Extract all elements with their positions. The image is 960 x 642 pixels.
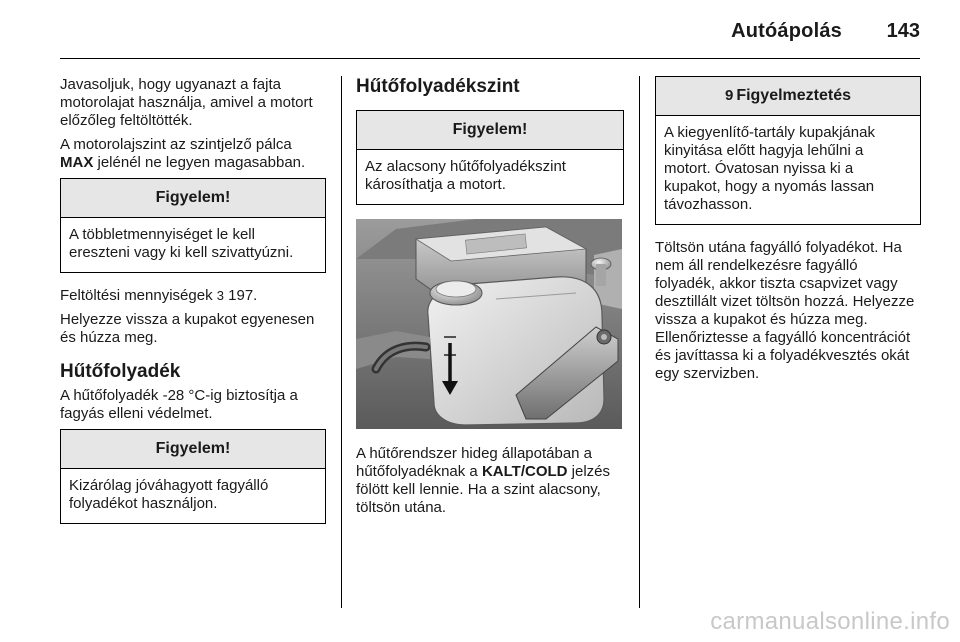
warning-triangle-icon: 9 [724,87,734,104]
column-2 [356,76,624,523]
paragraph-oil-level: A motorolajszint az szintjelző pálca MAX jelénél ne legyen magasabban. [60,136,306,171]
notice-title: Figyelem! [61,179,325,218]
notice-title: Figyelem! [61,430,325,469]
header-rule [60,58,920,59]
notice-body: Kizárólag jóváhagyott fagyálló folyadékot használjon. [69,477,269,512]
warning-body: A kiegyenlítő-tartály kupakjának kinyitása előtt hagyja lehűlni a motort. Óvatosan nyissa ki a kupakot, hogy a nyomás lassan távozhasson. [664,124,875,213]
column-divider-2 [639,76,640,608]
notice-box-excess-oil [60,178,326,273]
notice-box-approved-antifreeze [60,429,326,524]
paragraph-oil-type: Javasoljuk, hogy ugyanazt a fajta motorolajat használja, amivel a motort előzőleg feltöltötték. [60,76,313,129]
notice-body: A többletmennyiséget le kell ereszteni vagy ki kell szivattyúzni. [69,226,294,261]
column-1 [60,76,326,538]
paragraph-topping-up: Töltsön utána fagyálló folyadékot. Ha nem áll rendelkezésre fagyálló folyadék, akkor tiszta csapvizet vagy desztillált vizet töltsön hozzá. Helyezze vissza a kupakot és húzza meg. Ellenőriztesse a fagyálló koncentrációt és javíttassa ki a folyadékvesztés okát egy szervizben. [655,239,915,382]
notice-box-low-coolant [356,110,624,205]
coolant-reservoir-illustration [356,219,622,429]
paragraph-coolant-cold-level: A hűtőrendszer hideg állapotában a hűtőfolyadéknak a KALT/COLD jelzés fölött kell lennie. Ha a szint alacsony, töltsön utána. [356,445,611,516]
max-mark-label: MAX [60,154,94,171]
section-title: Autóápolás [731,20,842,42]
watermark: carmanualsonline.info [710,608,950,635]
page-reference-icon: 3 [216,288,224,303]
paragraph-capacities: Feltöltési mennyiségek 3 197. [60,287,258,304]
heading-coolant: Hűtőfolyadék [60,361,181,382]
warning-title: 9 Figyelmeztetés [656,77,920,116]
column-divider-1 [341,76,342,608]
page-reference-link[interactable]: 197. [223,287,258,304]
notice-title: Figyelem! [357,111,623,150]
page-number: 143 [886,20,920,42]
column-3 [655,76,921,389]
warning-box-hot-engine [655,76,921,225]
kalt-cold-mark-label: KALT/COLD [481,463,568,480]
paragraph-coolant-protection: A hűtőfolyadék -28 °C-ig biztosítja a fagyás elleni védelmet. [60,387,298,422]
heading-coolant-level: Hűtőfolyadékszint [356,76,520,97]
notice-body: Az alacsony hűtőfolyadékszint károsíthatja a motort. [365,158,566,193]
paragraph-refit-cap: Helyezze vissza a kupakot egyenesen és húzza meg. [60,311,315,346]
page-header [60,0,920,60]
